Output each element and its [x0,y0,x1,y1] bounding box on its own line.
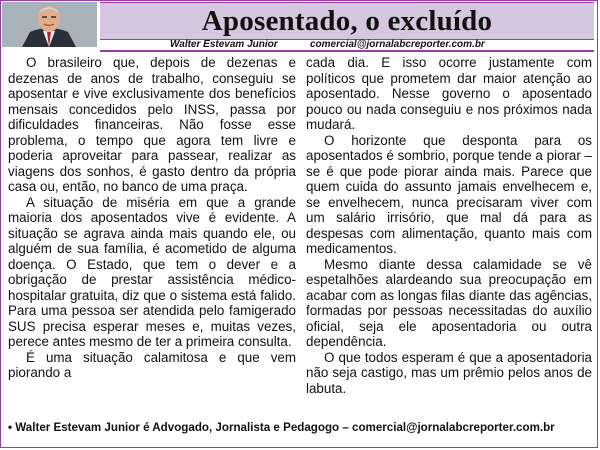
author-footnote: • Walter Estevam Junior é Advogado, Jornalista e Pedagogo – comercial@jornalabcreporter.com.br [8,421,555,434]
paragraph: cada dia. E isso ocorre justamente com políticos que prometem dar maior atenção ao aposentado. Nesse governo o aposentado pouco ou nada conseguiu e nos próximos nada mudará. [306,55,592,132]
paragraph: O brasileiro que, depois de dezenas e dezenas de anos de trabalho, conseguiu se aposentar e vive exclusivamente dos benefícios mensais concedidos pelo INSS, passa por dificuldades financeiras. Não fosse esse problema, o tempo que agora tem livre e poderia aproveitar para passear, realizar as viagens dos sonhos, é gasto dentro da própria casa ou, então, no banco de uma praça. [8,55,296,194]
article-body [0,55,600,417]
byline [100,40,594,52]
paragraph: A situação de miséria em que a grande maioria dos aposentados vive é evidente. A situação se agrava ainda mais quando ele, ou alguém de sua família, é acometido de alguma doença. O Estado, que tem o dever e a obrigação de prestar assistência médico-hospitalar gratuita, diz que o sistema está falido. Para uma pessoa ser atendida pelo famigerado SUS precisa esperar meses e, muitas vezes, perece antes mesmo de ter a primeira consulta. [8,194,296,349]
right-column [306,55,592,417]
paragraph: O que todos esperam é que a aposentadoria não seja castigo, mas um prêmio pelos anos de labuta. [306,349,592,396]
author-name: Walter Estevam Junior [170,39,278,50]
title-band [100,2,594,40]
author-photo [2,2,97,47]
paragraph: Mesmo diante dessa calamidade se vê espetalhões alardeando sua preocupação em acabar com as longas filas diante das agências, formadas por pessoas necessitadas do auxílio oficial, seja ele aposentadoria ou outra dependência. [306,256,592,349]
left-column [8,55,296,417]
author-email: comercial@jornalabcreporter.com.br [310,39,485,50]
paragraph: O horizonte que desponta para os aposentados é sombrio, porque tende a piorar – se é que pode piorar ainda mais. Parece que quem cuida do assunto jamais envelhecem e, se envelhecem, nunca precisaram viver com um salário irrisório, que mal dá para as despesas com alimentação, quanto mais com medicamentos. [306,132,592,256]
paragraph: É uma situação calamitosa e que vem piorando a [8,349,296,380]
article-title: Aposentado, o excluído [201,5,493,37]
